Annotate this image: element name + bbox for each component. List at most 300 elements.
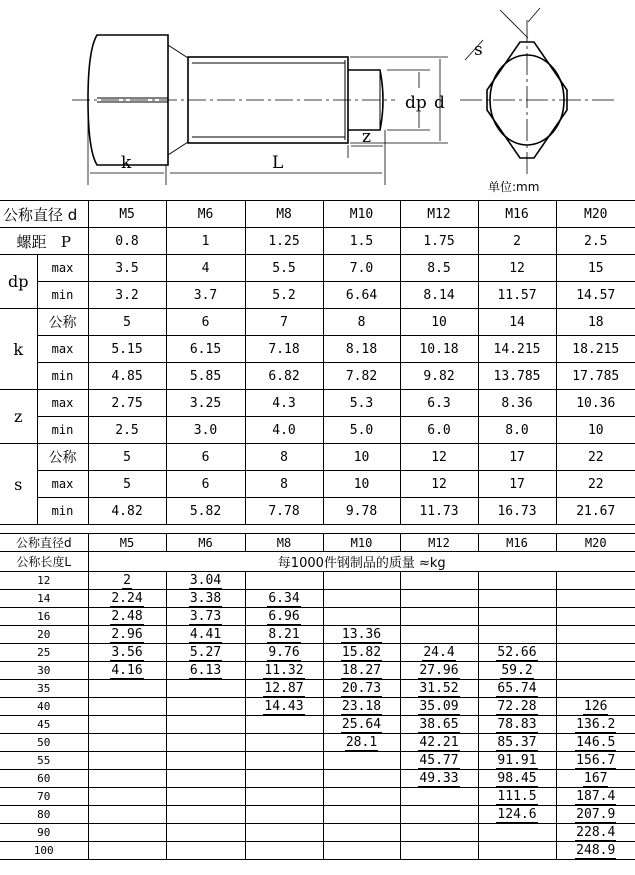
mass-caption: 每1000件钢制品的质量 ≈kg bbox=[88, 552, 635, 572]
mass-value-cell bbox=[556, 806, 635, 824]
mass-value-cell bbox=[556, 842, 635, 860]
mass-value: 6.96 bbox=[268, 609, 300, 624]
k-nominal-value: 18 bbox=[556, 309, 635, 336]
dp-max-label: max bbox=[37, 255, 88, 282]
mass-value-cell bbox=[88, 752, 166, 770]
mass-value: 31.52 bbox=[419, 681, 459, 696]
mass-size-cell: M10 bbox=[323, 534, 400, 552]
mass-value-cell bbox=[88, 734, 166, 752]
mass-value-cell bbox=[323, 572, 400, 590]
mass-value-cell bbox=[245, 662, 323, 680]
mass-value: 27.96 bbox=[419, 663, 459, 678]
mass-value-cell bbox=[556, 734, 635, 752]
mass-value: 45.77 bbox=[419, 753, 459, 768]
mass-value-cell bbox=[323, 644, 400, 662]
dp-label: dp bbox=[0, 255, 37, 309]
s-nominal-value: 12 bbox=[400, 444, 478, 471]
dp-min-value: 3.2 bbox=[88, 282, 166, 309]
k-min-label: min bbox=[37, 363, 88, 390]
z-max-value: 4.3 bbox=[245, 390, 323, 417]
mass-value: 15.82 bbox=[341, 645, 382, 660]
z-max-value: 5.3 bbox=[323, 390, 400, 417]
mass-value-cell bbox=[245, 788, 323, 806]
z-max-value: 2.75 bbox=[88, 390, 166, 417]
mass-size-header-row bbox=[0, 534, 635, 552]
mass-value-cell bbox=[556, 680, 635, 698]
k-nominal-value: 10 bbox=[400, 309, 478, 336]
s-min-value: 21.67 bbox=[556, 498, 635, 525]
mass-table bbox=[0, 533, 635, 860]
dp-max-value: 5.5 bbox=[245, 255, 323, 282]
s-max-value: 5 bbox=[88, 471, 166, 498]
mass-value-cell bbox=[478, 716, 556, 734]
mass-value-cell bbox=[323, 752, 400, 770]
s-min-value: 7.78 bbox=[245, 498, 323, 525]
mass-value: 49.33 bbox=[419, 771, 459, 786]
length-cell: 14 bbox=[0, 590, 88, 608]
mass-caption-row bbox=[0, 552, 635, 572]
mass-value-cell bbox=[88, 644, 166, 662]
mass-value-cell bbox=[400, 806, 478, 824]
mass-value: 207.9 bbox=[576, 807, 616, 822]
mass-row bbox=[0, 698, 635, 716]
dp-max-value: 15 bbox=[556, 255, 635, 282]
mass-value: 52.66 bbox=[497, 645, 537, 660]
mass-value-cell bbox=[478, 842, 556, 860]
mass-value: 111.5 bbox=[497, 789, 537, 804]
length-cell: 80 bbox=[0, 806, 88, 824]
mass-value-cell bbox=[478, 608, 556, 626]
mass-value-cell bbox=[323, 698, 400, 716]
s-label: s bbox=[0, 444, 37, 525]
mass-value-cell bbox=[245, 806, 323, 824]
mass-value: 35.09 bbox=[419, 699, 459, 714]
mass-value-cell bbox=[88, 608, 166, 626]
size-cell: M16 bbox=[478, 201, 556, 228]
pitch-value: 1.25 bbox=[245, 228, 323, 255]
z-max-value: 3.25 bbox=[166, 390, 245, 417]
size-header-row bbox=[0, 201, 635, 228]
mass-value: 3.73 bbox=[189, 609, 222, 624]
mass-value: 2.96 bbox=[111, 627, 143, 642]
mass-value: 136.2 bbox=[576, 717, 616, 732]
mass-row bbox=[0, 572, 635, 590]
mass-value-cell bbox=[556, 770, 635, 788]
length-cell: 25 bbox=[0, 644, 88, 662]
mass-value: 3.04 bbox=[189, 573, 222, 588]
s-max-value: 17 bbox=[478, 471, 556, 498]
k-nominal-value: 8 bbox=[323, 309, 400, 336]
mass-value-cell bbox=[478, 590, 556, 608]
mass-value-cell bbox=[556, 608, 635, 626]
mass-value-cell bbox=[245, 608, 323, 626]
mass-value-cell bbox=[245, 626, 323, 644]
k-nominal-label: 公称 bbox=[37, 309, 88, 336]
k-max-value: 18.215 bbox=[556, 336, 635, 363]
size-cell: M12 bbox=[400, 201, 478, 228]
mass-value-cell bbox=[556, 644, 635, 662]
size-cell: M20 bbox=[556, 201, 635, 228]
dp-max-value: 4 bbox=[166, 255, 245, 282]
mass-value: 167 bbox=[584, 771, 608, 786]
mass-value-cell bbox=[323, 842, 400, 860]
mass-row bbox=[0, 680, 635, 698]
mass-value: 20.73 bbox=[341, 681, 382, 696]
mass-value: 38.65 bbox=[419, 717, 459, 732]
mass-value-cell bbox=[88, 680, 166, 698]
mass-size-cell: M16 bbox=[478, 534, 556, 552]
s-max-value: 6 bbox=[166, 471, 245, 498]
k-max-value: 10.18 bbox=[400, 336, 478, 363]
mass-value-cell bbox=[245, 734, 323, 752]
mass-value-cell bbox=[323, 662, 400, 680]
mass-value-cell bbox=[478, 644, 556, 662]
mass-value: 2.48 bbox=[111, 609, 143, 624]
k-max-row bbox=[0, 336, 635, 363]
length-cell: 100 bbox=[0, 842, 88, 860]
mass-value-cell bbox=[245, 698, 323, 716]
k-max-value: 14.215 bbox=[478, 336, 556, 363]
z-max-value: 10.36 bbox=[556, 390, 635, 417]
mass-value: 78.83 bbox=[497, 717, 537, 732]
mass-value-cell bbox=[88, 842, 166, 860]
mass-value-cell bbox=[88, 716, 166, 734]
mass-value-cell bbox=[478, 770, 556, 788]
mass-value-cell bbox=[88, 770, 166, 788]
s-nominal-value: 22 bbox=[556, 444, 635, 471]
z-max-label: max bbox=[37, 390, 88, 417]
mass-row bbox=[0, 842, 635, 860]
k-label: k bbox=[0, 309, 37, 390]
mass-value-cell bbox=[400, 590, 478, 608]
length-header-label: 公称长度L bbox=[0, 552, 88, 572]
mass-value-cell bbox=[400, 644, 478, 662]
mass-value: 2 bbox=[123, 573, 131, 588]
s-nominal-value: 17 bbox=[478, 444, 556, 471]
k-min-value: 9.82 bbox=[400, 363, 478, 390]
mass-value-cell bbox=[166, 806, 245, 824]
dp-min-value: 6.64 bbox=[323, 282, 400, 309]
pitch-value: 1.5 bbox=[323, 228, 400, 255]
mass-value-cell bbox=[166, 698, 245, 716]
mass-value-cell bbox=[88, 788, 166, 806]
mass-value-cell bbox=[245, 680, 323, 698]
k-min-value: 7.82 bbox=[323, 363, 400, 390]
k-nominal-value: 14 bbox=[478, 309, 556, 336]
s-nominal-label: 公称 bbox=[37, 444, 88, 471]
k-nominal-value: 6 bbox=[166, 309, 245, 336]
mass-value-cell bbox=[478, 698, 556, 716]
mass-value: 3.56 bbox=[111, 645, 143, 660]
mass-value-cell bbox=[88, 626, 166, 644]
s-min-row bbox=[0, 498, 635, 525]
z-max-value: 8.36 bbox=[478, 390, 556, 417]
mass-value-cell bbox=[323, 680, 400, 698]
mass-value-cell bbox=[400, 608, 478, 626]
pitch-value: 0.8 bbox=[88, 228, 166, 255]
mass-value-cell bbox=[400, 680, 478, 698]
k-nominal-value: 7 bbox=[245, 309, 323, 336]
mass-value-cell bbox=[323, 590, 400, 608]
mass-value: 5.27 bbox=[189, 645, 222, 660]
z-label: z bbox=[0, 390, 37, 444]
k-nominal-row bbox=[0, 309, 635, 336]
pitch-value: 1 bbox=[166, 228, 245, 255]
mass-row bbox=[0, 734, 635, 752]
dp-max-row bbox=[0, 255, 635, 282]
s-min-label: min bbox=[37, 498, 88, 525]
dp-min-row bbox=[0, 282, 635, 309]
mass-value-cell bbox=[323, 770, 400, 788]
mass-value-cell bbox=[166, 824, 245, 842]
length-cell: 55 bbox=[0, 752, 88, 770]
s-max-row bbox=[0, 471, 635, 498]
z-min-row bbox=[0, 417, 635, 444]
mass-value-cell bbox=[478, 752, 556, 770]
mass-value-cell bbox=[478, 788, 556, 806]
dp-min-value: 5.2 bbox=[245, 282, 323, 309]
mass-value-cell bbox=[88, 572, 166, 590]
size-cell: M10 bbox=[323, 201, 400, 228]
mass-value-cell bbox=[323, 734, 400, 752]
mass-value-cell bbox=[166, 680, 245, 698]
z-min-value: 10 bbox=[556, 417, 635, 444]
mass-value-cell bbox=[478, 734, 556, 752]
mass-value: 14.43 bbox=[264, 699, 304, 714]
mass-value-cell bbox=[323, 824, 400, 842]
mass-row bbox=[0, 824, 635, 842]
length-cell: 35 bbox=[0, 680, 88, 698]
mass-value: 228.4 bbox=[576, 825, 616, 840]
mass-value-cell bbox=[478, 680, 556, 698]
mass-row bbox=[0, 788, 635, 806]
mass-value-cell bbox=[166, 752, 245, 770]
mass-value: 2.24 bbox=[111, 591, 143, 606]
s-max-value: 22 bbox=[556, 471, 635, 498]
s-max-value: 12 bbox=[400, 471, 478, 498]
label-L: L bbox=[272, 153, 284, 173]
mass-value-cell bbox=[323, 716, 400, 734]
mass-value-cell bbox=[478, 824, 556, 842]
mass-value-cell bbox=[400, 572, 478, 590]
mass-value: 28.1 bbox=[345, 735, 378, 750]
mass-row bbox=[0, 644, 635, 662]
mass-value: 85.37 bbox=[497, 735, 537, 750]
z-max-value: 6.3 bbox=[400, 390, 478, 417]
s-max-value: 10 bbox=[323, 471, 400, 498]
mass-value: 156.7 bbox=[576, 753, 616, 768]
length-cell: 90 bbox=[0, 824, 88, 842]
mass-value-cell bbox=[400, 788, 478, 806]
dp-max-value: 7.0 bbox=[323, 255, 400, 282]
s-nominal-value: 10 bbox=[323, 444, 400, 471]
mass-value-cell bbox=[88, 824, 166, 842]
mass-row bbox=[0, 806, 635, 824]
mass-value-cell bbox=[166, 842, 245, 860]
mass-value: 8.21 bbox=[268, 627, 300, 642]
mass-value-cell bbox=[323, 788, 400, 806]
mass-value: 18.27 bbox=[341, 663, 382, 678]
mass-value: 126 bbox=[584, 699, 608, 714]
pitch-value: 2 bbox=[478, 228, 556, 255]
mass-value: 13.36 bbox=[341, 627, 382, 642]
mass-value-cell bbox=[245, 842, 323, 860]
z-max-row bbox=[0, 390, 635, 417]
dimension-table bbox=[0, 200, 635, 525]
mass-size-cell: M6 bbox=[166, 534, 245, 552]
pitch-label: 螺距 P bbox=[0, 228, 88, 255]
mass-value-cell bbox=[400, 698, 478, 716]
s-min-value: 4.82 bbox=[88, 498, 166, 525]
mass-value-cell bbox=[400, 662, 478, 680]
z-min-value: 2.5 bbox=[88, 417, 166, 444]
k-nominal-value: 5 bbox=[88, 309, 166, 336]
mass-value-cell bbox=[400, 716, 478, 734]
label-dp: dp bbox=[405, 93, 427, 113]
z-min-value: 3.0 bbox=[166, 417, 245, 444]
mass-value-cell bbox=[245, 752, 323, 770]
mass-value-cell bbox=[323, 806, 400, 824]
mass-value-cell bbox=[400, 626, 478, 644]
mass-value-cell bbox=[166, 572, 245, 590]
mass-value-cell bbox=[478, 806, 556, 824]
mass-size-cell: M20 bbox=[556, 534, 635, 552]
mass-value-cell bbox=[478, 572, 556, 590]
k-max-value: 5.15 bbox=[88, 336, 166, 363]
mass-value-cell bbox=[88, 698, 166, 716]
mass-value: 6.13 bbox=[189, 663, 222, 678]
mass-value: 59.2 bbox=[501, 663, 533, 678]
mass-value: 4.41 bbox=[189, 627, 222, 642]
mass-value: 124.6 bbox=[497, 807, 537, 822]
k-min-value: 5.85 bbox=[166, 363, 245, 390]
mass-value-cell bbox=[166, 590, 245, 608]
s-nominal-row bbox=[0, 444, 635, 471]
s-min-value: 16.73 bbox=[478, 498, 556, 525]
length-cell: 40 bbox=[0, 698, 88, 716]
mass-row bbox=[0, 626, 635, 644]
mass-value-cell bbox=[245, 572, 323, 590]
mass-size-cell: M8 bbox=[245, 534, 323, 552]
length-cell: 16 bbox=[0, 608, 88, 626]
size-header-label: 公称直径 d bbox=[0, 201, 88, 228]
s-nominal-value: 6 bbox=[166, 444, 245, 471]
mass-value-cell bbox=[245, 770, 323, 788]
label-s: s bbox=[474, 40, 483, 60]
s-nominal-value: 5 bbox=[88, 444, 166, 471]
mass-value: 6.34 bbox=[268, 591, 300, 606]
mass-value-cell bbox=[400, 842, 478, 860]
mass-size-cell: M5 bbox=[88, 534, 166, 552]
mass-value-cell bbox=[556, 590, 635, 608]
mass-value: 11.32 bbox=[264, 663, 304, 678]
mass-value: 72.28 bbox=[497, 699, 537, 714]
mass-value-cell bbox=[166, 662, 245, 680]
mass-row bbox=[0, 662, 635, 680]
bolt-drawing bbox=[0, 0, 635, 200]
mass-value-cell bbox=[166, 626, 245, 644]
mass-value-cell bbox=[166, 644, 245, 662]
mass-row bbox=[0, 752, 635, 770]
mass-row bbox=[0, 590, 635, 608]
length-cell: 30 bbox=[0, 662, 88, 680]
k-min-row bbox=[0, 363, 635, 390]
mass-value: 9.76 bbox=[268, 645, 300, 660]
mass-value-cell bbox=[556, 824, 635, 842]
z-min-value: 6.0 bbox=[400, 417, 478, 444]
mass-value: 98.45 bbox=[497, 771, 537, 786]
dp-min-value: 8.14 bbox=[400, 282, 478, 309]
s-max-value: 8 bbox=[245, 471, 323, 498]
length-cell: 45 bbox=[0, 716, 88, 734]
s-min-value: 5.82 bbox=[166, 498, 245, 525]
mass-value-cell bbox=[323, 608, 400, 626]
mass-value-cell bbox=[88, 590, 166, 608]
length-cell: 70 bbox=[0, 788, 88, 806]
mass-value-cell bbox=[400, 770, 478, 788]
dp-max-value: 8.5 bbox=[400, 255, 478, 282]
mass-value-cell bbox=[400, 734, 478, 752]
size-cell: M8 bbox=[245, 201, 323, 228]
mass-value: 248.9 bbox=[576, 843, 616, 858]
k-max-value: 8.18 bbox=[323, 336, 400, 363]
label-d: d bbox=[434, 93, 445, 113]
k-max-value: 7.18 bbox=[245, 336, 323, 363]
mass-value: 91.91 bbox=[497, 753, 537, 768]
mass-value: 12.87 bbox=[264, 681, 304, 696]
mass-value-cell bbox=[245, 716, 323, 734]
k-min-value: 4.85 bbox=[88, 363, 166, 390]
pitch-row bbox=[0, 228, 635, 255]
mass-value-cell bbox=[400, 752, 478, 770]
mass-value: 42.21 bbox=[419, 735, 459, 750]
mass-value: 187.4 bbox=[576, 789, 616, 804]
z-min-value: 8.0 bbox=[478, 417, 556, 444]
pitch-value: 2.5 bbox=[556, 228, 635, 255]
s-nominal-value: 8 bbox=[245, 444, 323, 471]
k-min-value: 13.785 bbox=[478, 363, 556, 390]
length-cell: 12 bbox=[0, 572, 88, 590]
mass-value-cell bbox=[245, 824, 323, 842]
mass-row bbox=[0, 608, 635, 626]
mass-value-cell bbox=[478, 662, 556, 680]
dp-min-value: 11.57 bbox=[478, 282, 556, 309]
size-cell: M5 bbox=[88, 201, 166, 228]
label-z: z bbox=[362, 127, 371, 147]
length-cell: 60 bbox=[0, 770, 88, 788]
mass-row bbox=[0, 770, 635, 788]
dp-max-value: 3.5 bbox=[88, 255, 166, 282]
mass-value-cell bbox=[166, 788, 245, 806]
length-cell: 50 bbox=[0, 734, 88, 752]
mass-value-cell bbox=[478, 626, 556, 644]
label-k: k bbox=[121, 153, 132, 173]
pitch-value: 1.75 bbox=[400, 228, 478, 255]
mass-value-cell bbox=[556, 752, 635, 770]
length-cell: 20 bbox=[0, 626, 88, 644]
mass-value-cell bbox=[166, 734, 245, 752]
mass-value-cell bbox=[556, 716, 635, 734]
mass-value: 25.64 bbox=[341, 717, 382, 732]
mass-value-cell bbox=[323, 626, 400, 644]
mass-value-cell bbox=[245, 644, 323, 662]
k-max-value: 6.15 bbox=[166, 336, 245, 363]
mass-size-cell: M12 bbox=[400, 534, 478, 552]
mass-value-cell bbox=[556, 698, 635, 716]
z-min-value: 4.0 bbox=[245, 417, 323, 444]
mass-row bbox=[0, 716, 635, 734]
mass-value-cell bbox=[400, 824, 478, 842]
